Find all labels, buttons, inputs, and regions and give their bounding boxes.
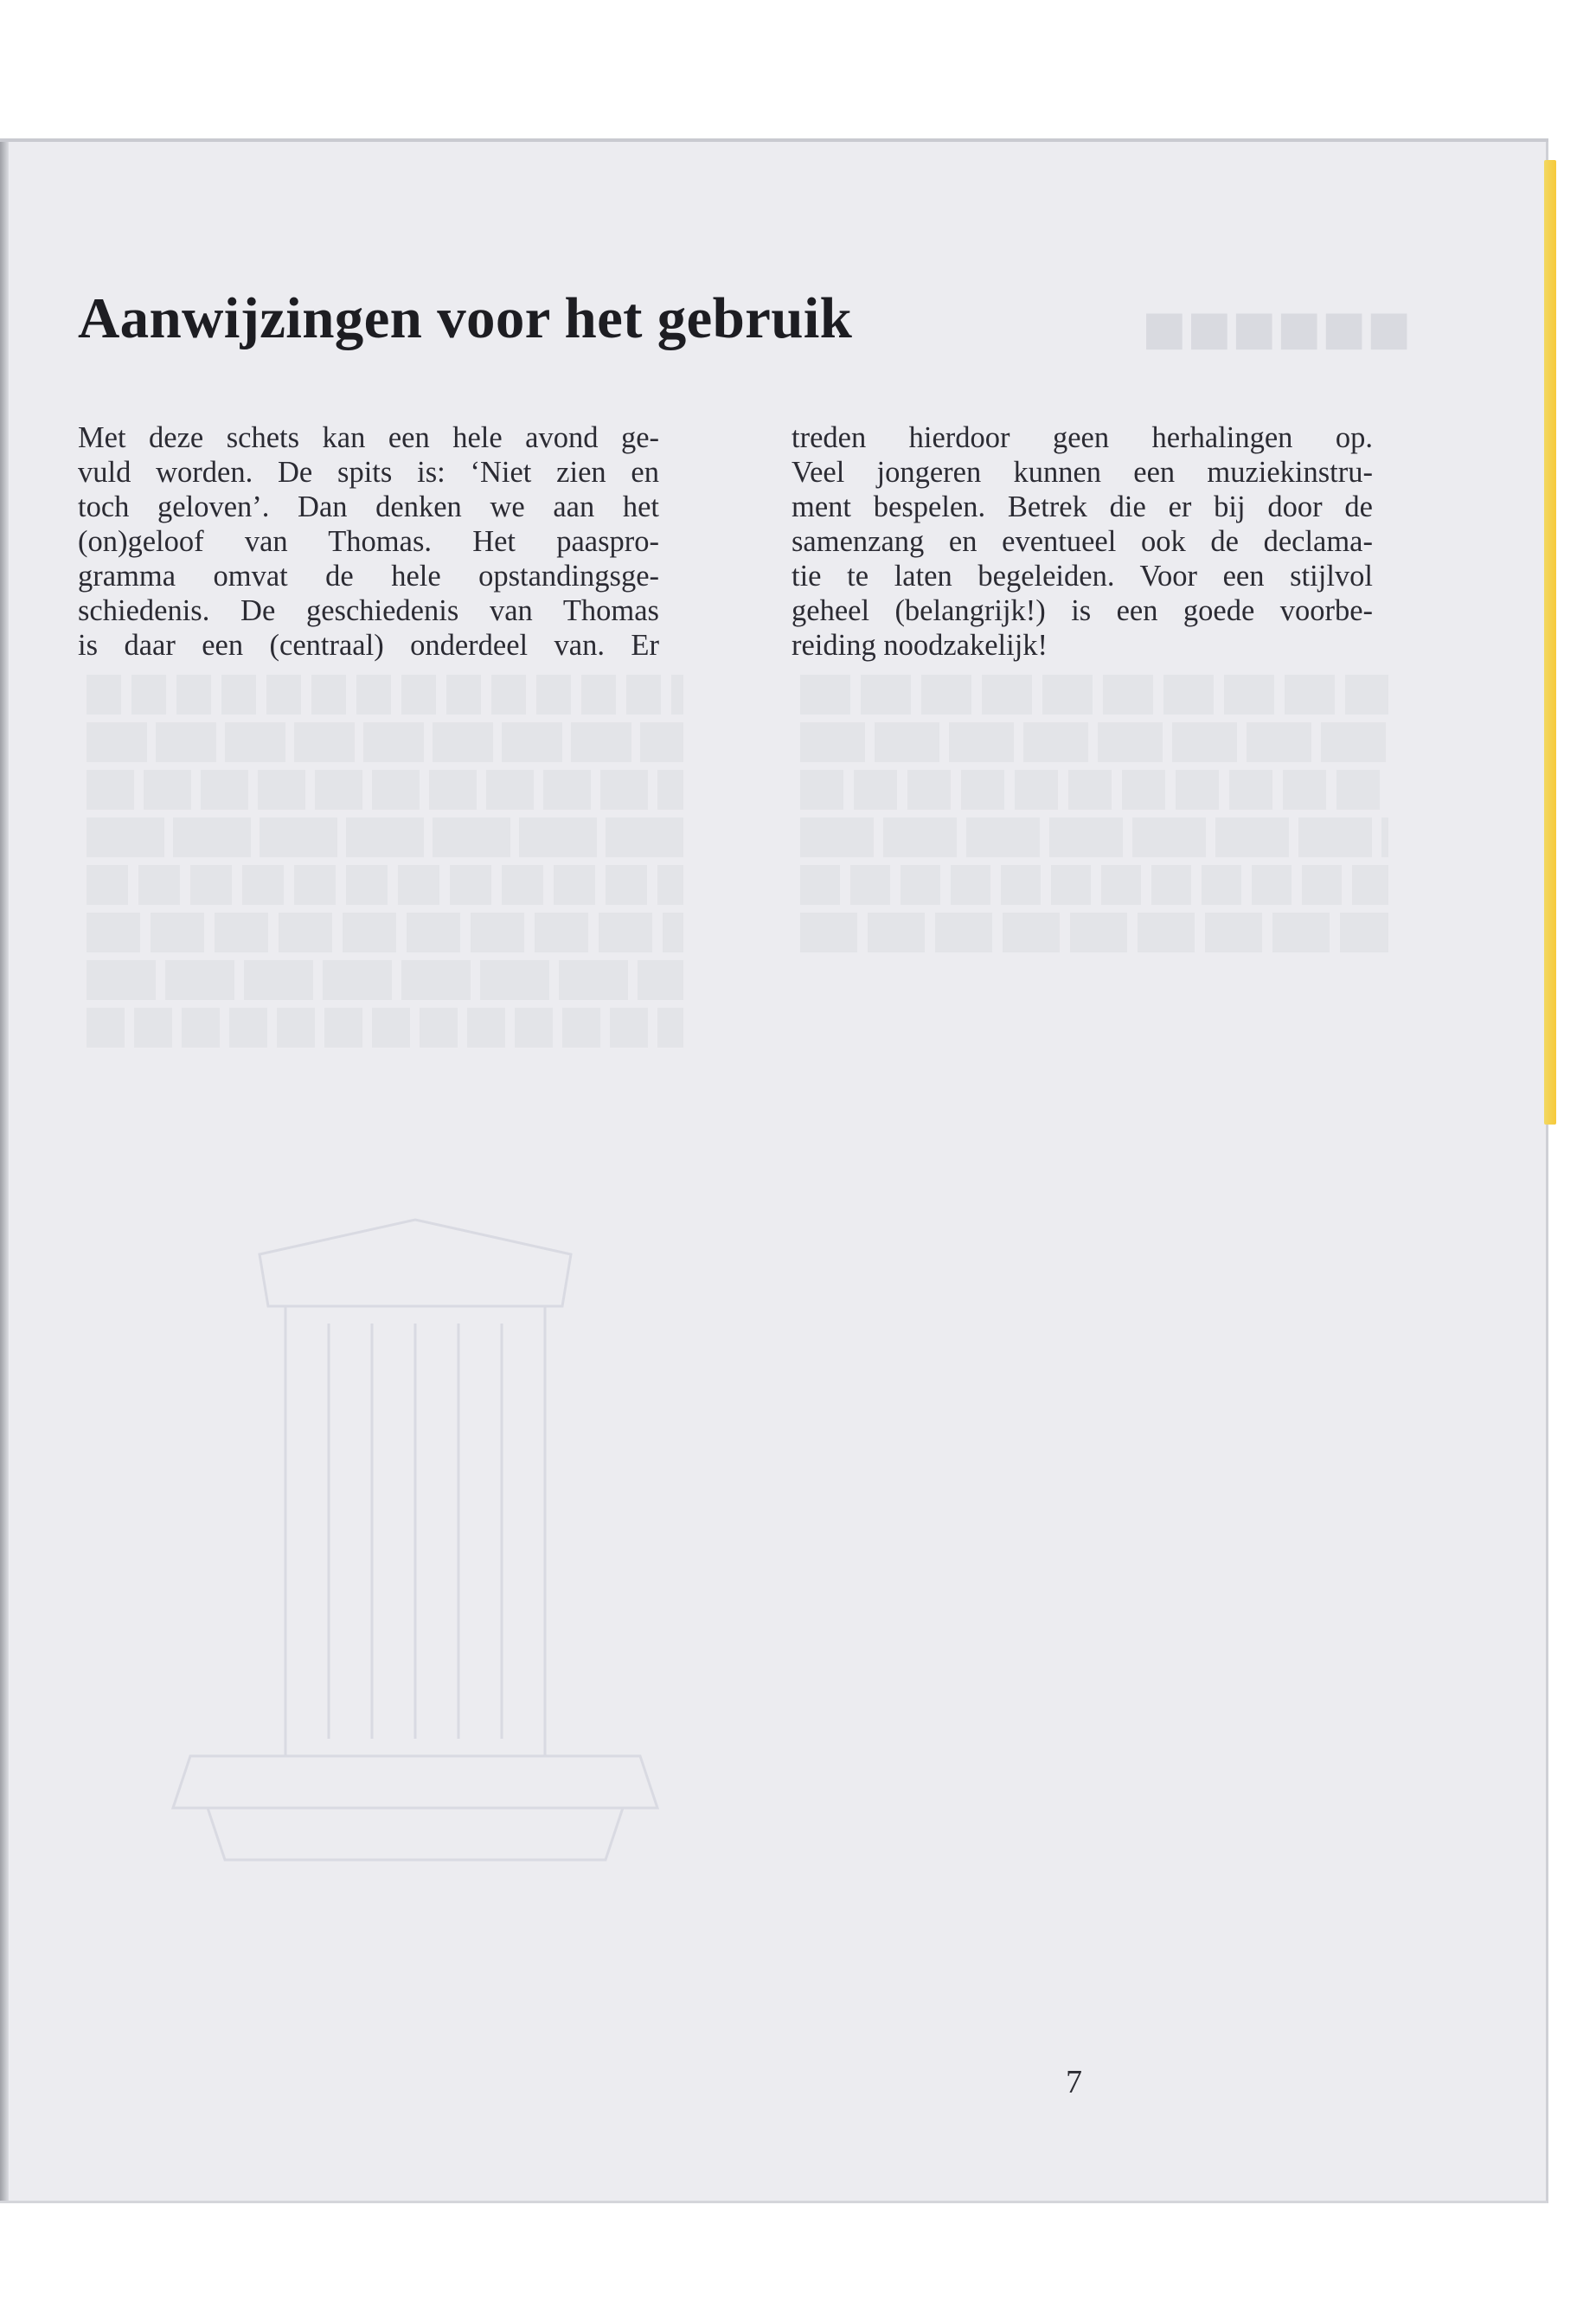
yellow-page-edge [1544,160,1556,1125]
left-column [78,420,659,663]
right-line-6: geheel (belangrijk!) is een goede voorbe- [792,594,1373,627]
left-line-4: (on)geloof van Thomas. Het paaspro- [78,525,659,558]
left-line-1: Met deze schets kan een hele avond ge- [78,421,659,454]
right-line-3: ment bespelen. Betrek die er bij door de [792,490,1373,523]
page-title: Aanwijzingen voor het gebruik [78,286,853,350]
right-line-7: reiding noodzakelijk! [792,629,1048,662]
show-through-drawing [156,1202,675,1981]
left-line-2: vuld worden. De spits is: ‘Niet zien en [78,456,659,489]
left-line-7: is daar een (centraal) onderdeel van. Er [78,629,659,662]
right-line-5: tie te laten begeleiden. Voor een stijlvol [792,560,1373,593]
left-line-3: toch geloven’. Dan denken we aan het [78,490,659,523]
right-column [792,420,1373,663]
right-line-4: samenzang en eventueel ook de declama- [792,525,1373,558]
left-line-5: gramma omvat de hele opstandingsge- [78,560,659,593]
right-line-2: Veel jongeren kunnen een muziekinstru- [792,456,1373,489]
page-number: 7 [1066,2064,1082,2100]
page-binding-shadow [0,142,9,2201]
right-line-1: treden hierdoor geen herhalingen op. [792,421,1373,454]
left-line-6: schiedenis. De geschiedenis van Thomas [78,594,659,627]
